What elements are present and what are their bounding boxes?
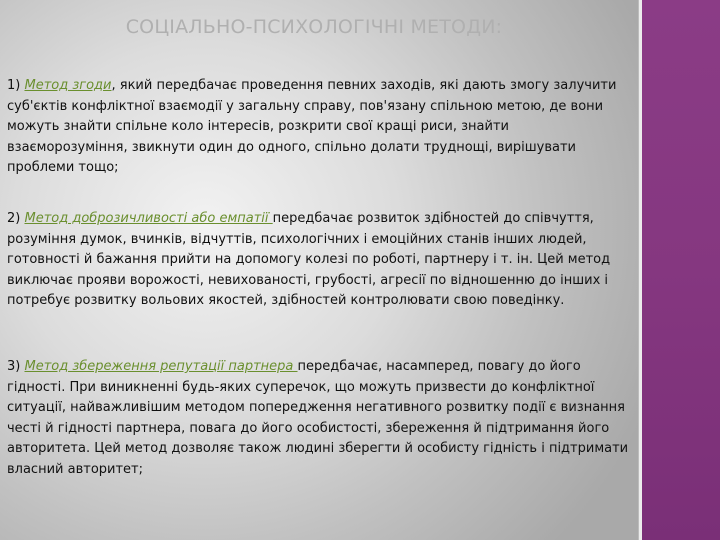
method-link-agreement[interactable]: Метод згоди — [24, 78, 112, 93]
item-number: 3) — [7, 359, 25, 374]
method-paragraph-1 — [7, 76, 629, 179]
item-number: 1) — [7, 78, 25, 93]
method-paragraph-2 — [7, 209, 629, 312]
method-link-empathy[interactable]: Метод доброзичливості або емпатії — [24, 211, 273, 226]
item-number: 2) — [7, 211, 25, 226]
accent-band — [642, 0, 720, 540]
method-link-reputation[interactable]: Метод збереження репутації партнера — [24, 359, 298, 374]
method-paragraph-3 — [7, 357, 629, 480]
method-description: передбачає розвиток здібностей до співчуття, розуміння думок, вчинків, відчуттів, психологічних і емоційних станів інших людей, готовності й бажання прийти на допомогу колезі по роботі, партнеру і т. ін. Цей метод виключає прояви ворожості, невихованості, грубості, агресії по відношенню до інших і потребує розвитку вольових якостей, здібностей контролювати свою поведінку. — [7, 211, 611, 308]
method-description: передбачає, насамперед, повагу до його гідності. При виникненні будь-яких суперечок, що можуть призвести до конфліктної ситуації, найважливішим методом попередження негативного розвитку події є визнання честі й гідності партнера, повага до його особистості, збереження й підтримання його авторитета. Цей метод дозволяє також людині зберегти й особисту гідність і підтримати власний авторитет; — [7, 359, 629, 477]
slide-title: СОЦІАЛЬНО-ПСИХОЛОГІЧНІ МЕТОДИ: — [125, 16, 503, 38]
method-description: , який передбачає проведення певних заходів, які дають змогу залучити суб'єктів конфліктної взаємодії у загальну справу, пов'язану спільною метою, де вони можуть знайти спільне коло інтересів, розкрити свої кращі риси, знайти взаєморозуміння, звикнути один до одного, спільно долати труднощі, вирішувати проблеми тощо; — [7, 78, 617, 175]
